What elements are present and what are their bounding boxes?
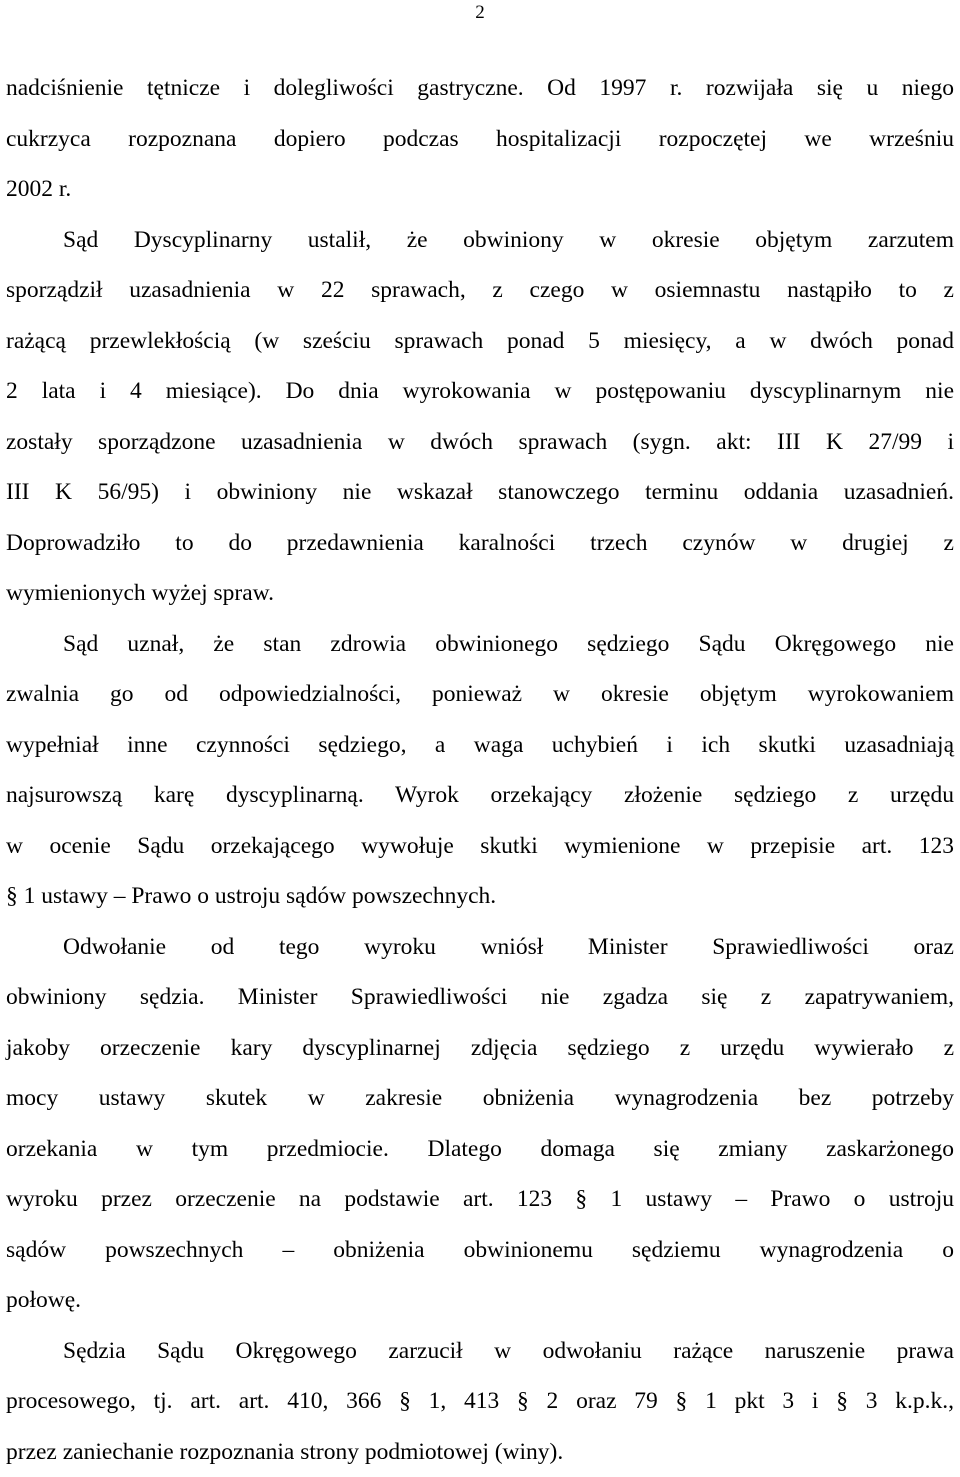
- text-line: § 1 ustawy – Prawo o ustroju sądów powszechnych.: [6, 871, 954, 922]
- text-line: Sąd uznał, że stan zdrowia obwinionego sędziego Sądu Okręgowego nie: [6, 619, 954, 670]
- text-line: przez zaniechanie rozpoznania strony podmiotowej (winy).: [6, 1427, 954, 1477]
- text-line: Odwołanie od tego wyroku wniósł Minister Sprawiedliwości oraz: [6, 922, 954, 973]
- text-line: 2 lata i 4 miesiące). Do dnia wyrokowania w postępowaniu dyscyplinarnym nie: [6, 366, 954, 417]
- text-line: jakoby orzeczenie kary dyscyplinarnej zdjęcia sędziego z urzędu wywierało z: [6, 1023, 954, 1074]
- text-line: najsurowszą karę dyscyplinarną. Wyrok orzekający złożenie sędziego z urzędu: [6, 770, 954, 821]
- page-number: 2: [466, 2, 494, 24]
- text-line: cukrzyca rozpoznana dopiero podczas hospitalizacji rozpoczętej we wrześniu: [6, 114, 954, 165]
- text-line: wyroku przez orzeczenie na podstawie art. 123 § 1 ustawy – Prawo o ustroju: [6, 1174, 954, 1225]
- text-line: orzekania w tym przedmiocie. Dlatego domaga się zmiany zaskarżonego: [6, 1124, 954, 1175]
- text-line: sporządził uzasadnienia w 22 sprawach, z czego w osiemnastu nastąpiło to z: [6, 265, 954, 316]
- text-line: sądów powszechnych – obniżenia obwinionemu sędziemu wynagrodzenia o: [6, 1225, 954, 1276]
- text-line: wymienionych wyżej spraw.: [6, 568, 954, 619]
- text-line: rażącą przewlekłością (w sześciu sprawach ponad 5 miesięcy, a w dwóch ponad: [6, 316, 954, 367]
- text-line: III K 56/95) i obwiniony nie wskazał stanowczego terminu oddania uzasadnień.: [6, 467, 954, 518]
- text-line: zwalnia go od odpowiedzialności, ponieważ w okresie objętym wyrokowaniem: [6, 669, 954, 720]
- text-line: w ocenie Sądu orzekającego wywołuje skutki wymienione w przepisie art. 123: [6, 821, 954, 872]
- text-line: nadciśnienie tętnicze i dolegliwości gastryczne. Od 1997 r. rozwijała się u niego: [6, 63, 954, 114]
- text-line: wypełniał inne czynności sędziego, a waga uchybień i ich skutki uzasadniają: [6, 720, 954, 771]
- text-line: mocy ustawy skutek w zakresie obniżenia wynagrodzenia bez potrzeby: [6, 1073, 954, 1124]
- document-body: [6, 63, 954, 1477]
- text-line: Sędzia Sądu Okręgowego zarzucił w odwołaniu rażące naruszenie prawa: [6, 1326, 954, 1377]
- text-line: procesowego, tj. art. art. 410, 366 § 1, 413 § 2 oraz 79 § 1 pkt 3 i § 3 k.p.k.,: [6, 1376, 954, 1427]
- text-line: Sąd Dyscyplinarny ustalił, że obwiniony w okresie objętym zarzutem: [6, 215, 954, 266]
- text-line: połowę.: [6, 1275, 954, 1326]
- text-line: zostały sporządzone uzasadnienia w dwóch sprawach (sygn. akt: III K 27/99 i: [6, 417, 954, 468]
- text-line: Doprowadziło to do przedawnienia karalności trzech czynów w drugiej z: [6, 518, 954, 569]
- text-line: obwiniony sędzia. Minister Sprawiedliwości nie zgadza się z zapatrywaniem,: [6, 972, 954, 1023]
- text-line: 2002 r.: [6, 164, 954, 215]
